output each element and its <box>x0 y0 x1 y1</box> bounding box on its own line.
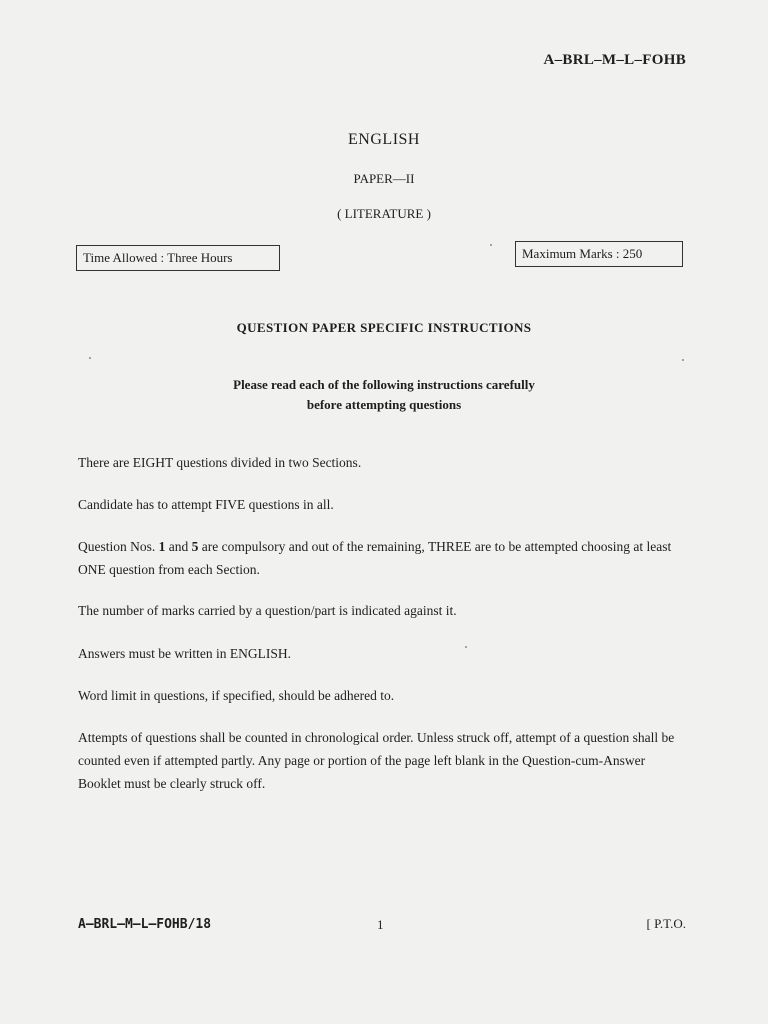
instruction-paragraph: Word limit in questions, if specified, should be adhered to. <box>78 688 395 703</box>
paper-subtitle: ( LITERATURE ) <box>337 206 431 221</box>
footer-code: A–BRL–M–L–FOHB/18 <box>78 917 212 932</box>
instructions-subheading-line2: before attempting questions <box>306 397 462 412</box>
text-fragment: and <box>165 539 192 554</box>
question-number-5: 5 <box>191 539 199 554</box>
subject-title: ENGLISH <box>348 131 420 148</box>
instruction-paragraph: There are EIGHT questions divided in two Sections. <box>78 455 362 470</box>
instruction-paragraph-compulsory <box>78 535 686 581</box>
instruction-paragraph: Candidate has to attempt FIVE questions in all. <box>78 497 334 512</box>
instruction-paragraph: Answers must be written in ENGLISH. <box>78 646 291 661</box>
instructions-subheading-line1: Please read each of the following instructions carefully <box>233 377 535 392</box>
scan-speck <box>89 357 91 359</box>
paper-code: A–BRL–M–L–FOHB <box>543 52 686 68</box>
paper-number: PAPER—II <box>353 171 415 186</box>
question-number-1: 1 <box>158 539 166 554</box>
page-number: 1 <box>377 917 384 932</box>
please-turn-over: [ P.T.O. <box>646 916 686 931</box>
instruction-paragraph: Attempts of questions shall be counted in chronological order. Unless struck off, attempt of a question shall be counted even if attempted partly. Any page or portion of the page left blank in the Question-cum-Answer Booklet must be clearly struck off. <box>78 730 675 791</box>
scan-speck <box>490 244 492 246</box>
instruction-paragraph: The number of marks carried by a question/part is indicated against it. <box>78 603 457 618</box>
text-fragment: Question Nos. <box>78 539 159 554</box>
time-allowed-box: Time Allowed : Three Hours <box>76 245 280 271</box>
maximum-marks-box: Maximum Marks : 250 <box>515 241 683 267</box>
instructions-heading: QUESTION PAPER SPECIFIC INSTRUCTIONS <box>236 320 532 335</box>
scan-speck <box>682 359 684 361</box>
scan-speck <box>465 646 467 648</box>
text-fragment: are compulsory and out of the remaining, THREE are to be attempted choosing at least ONE question from each Section. <box>78 539 672 577</box>
